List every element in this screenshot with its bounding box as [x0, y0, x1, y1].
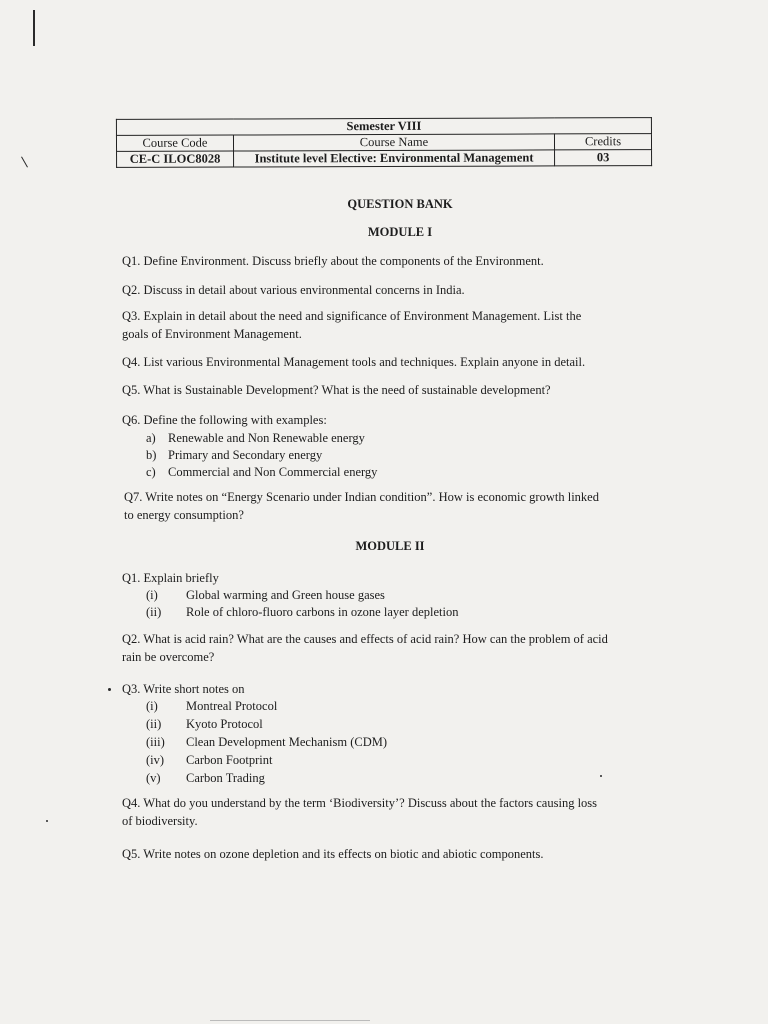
scan-artifact-mark	[33, 10, 35, 46]
m1-question-4	[122, 353, 585, 371]
scan-artifact-mark	[21, 157, 28, 168]
list-marker: (v)	[146, 771, 161, 785]
course-code-value: CE-C ILOC8028	[117, 151, 234, 167]
list-text: Commercial and Non Commercial energy	[168, 465, 378, 479]
m2-question-5	[122, 845, 544, 863]
m1-question-1	[122, 252, 544, 270]
question-text: Q2. What is acid rain? What are the causes and effects of acid rain? How can the problem of acid	[122, 632, 608, 646]
list-item	[146, 770, 265, 788]
list-marker: (iii)	[146, 735, 165, 749]
list-item	[146, 604, 458, 622]
module-2-heading: MODULE II	[355, 539, 425, 553]
list-item	[146, 752, 272, 770]
m1-question-5	[122, 381, 551, 399]
list-text: Carbon Trading	[186, 771, 265, 785]
list-item	[146, 587, 385, 605]
list-item	[146, 447, 322, 465]
m1-question-6	[122, 411, 327, 429]
document-title: QUESTION BANK	[347, 197, 453, 211]
list-marker: (ii)	[146, 605, 162, 619]
course-info-table	[116, 117, 652, 168]
question-text: Q1. Explain briefly	[122, 571, 219, 585]
list-text: Kyoto Protocol	[186, 717, 263, 731]
question-text: Q6. Define the following with examples:	[122, 413, 327, 427]
course-name-value: Institute level Elective: Environmental Management	[234, 150, 555, 167]
m2-question-1	[122, 569, 219, 587]
question-text: Q5. Write notes on ozone depletion and its effects on biotic and abiotic components.	[122, 847, 544, 861]
question-text: Q5. What is Sustainable Development? What is the need of sustainable development?	[122, 383, 551, 397]
list-text: Global warming and Green house gases	[186, 588, 385, 602]
list-item	[146, 430, 365, 448]
question-text: Q3. Write short notes on	[122, 682, 245, 696]
list-text: Montreal Protocol	[186, 699, 278, 713]
question-text: Q4. List various Environmental Management tools and techniques. Explain anyone in detail.	[122, 355, 586, 369]
scan-artifact-dot	[108, 688, 111, 691]
list-marker: (i)	[146, 699, 158, 713]
course-name-header: Course Name	[233, 134, 554, 151]
question-text: of biodiversity.	[122, 814, 198, 828]
scan-artifact-line	[210, 1020, 370, 1021]
course-code-header: Course Code	[116, 135, 233, 151]
list-text: Carbon Footprint	[186, 753, 273, 767]
m1-question-2	[122, 281, 465, 299]
list-text: Role of chloro-fluoro carbons in ozone layer depletion	[186, 605, 459, 619]
m1-question-3	[122, 307, 581, 343]
list-marker: (ii)	[146, 717, 162, 731]
list-text: Clean Development Mechanism (CDM)	[186, 735, 387, 749]
scan-artifact-dot	[46, 820, 48, 822]
list-marker: (iv)	[146, 753, 165, 767]
list-marker: b)	[146, 448, 157, 462]
question-text: Q7. Write notes on “Energy Scenario under Indian condition”. How is economic growth linked	[124, 490, 599, 504]
list-item	[146, 698, 277, 716]
list-marker: (i)	[146, 588, 158, 602]
question-text: to energy consumption?	[124, 508, 244, 522]
m1-question-7	[124, 488, 599, 524]
m2-question-3	[122, 680, 245, 698]
list-text: Renewable and Non Renewable energy	[168, 431, 365, 445]
question-text: rain be overcome?	[122, 650, 215, 664]
question-text: goals of Environment Management.	[122, 327, 302, 341]
scan-artifact-dot	[600, 775, 602, 777]
question-text: Q2. Discuss in detail about various environmental concerns in India.	[122, 283, 465, 297]
question-text: Q4. What do you understand by the term ‘Biodiversity’? Discuss about the factors causing loss	[122, 796, 598, 810]
list-item	[146, 464, 377, 482]
list-item	[146, 716, 263, 734]
m2-question-4	[122, 794, 597, 830]
list-marker: a)	[146, 431, 156, 445]
credits-value: 03	[555, 150, 652, 166]
credits-header: Credits	[554, 134, 651, 150]
question-text: Q1. Define Environment. Discuss briefly about the components of the Environment.	[122, 254, 544, 268]
m2-question-2	[122, 630, 608, 666]
list-item	[146, 734, 387, 752]
question-text: Q3. Explain in detail about the need and significance of Environment Management. List the	[122, 309, 582, 323]
list-text: Primary and Secondary energy	[168, 448, 323, 462]
module-1-heading: MODULE I	[367, 225, 433, 239]
semester-cell: Semester VIII	[116, 118, 651, 136]
list-marker: c)	[146, 465, 156, 479]
